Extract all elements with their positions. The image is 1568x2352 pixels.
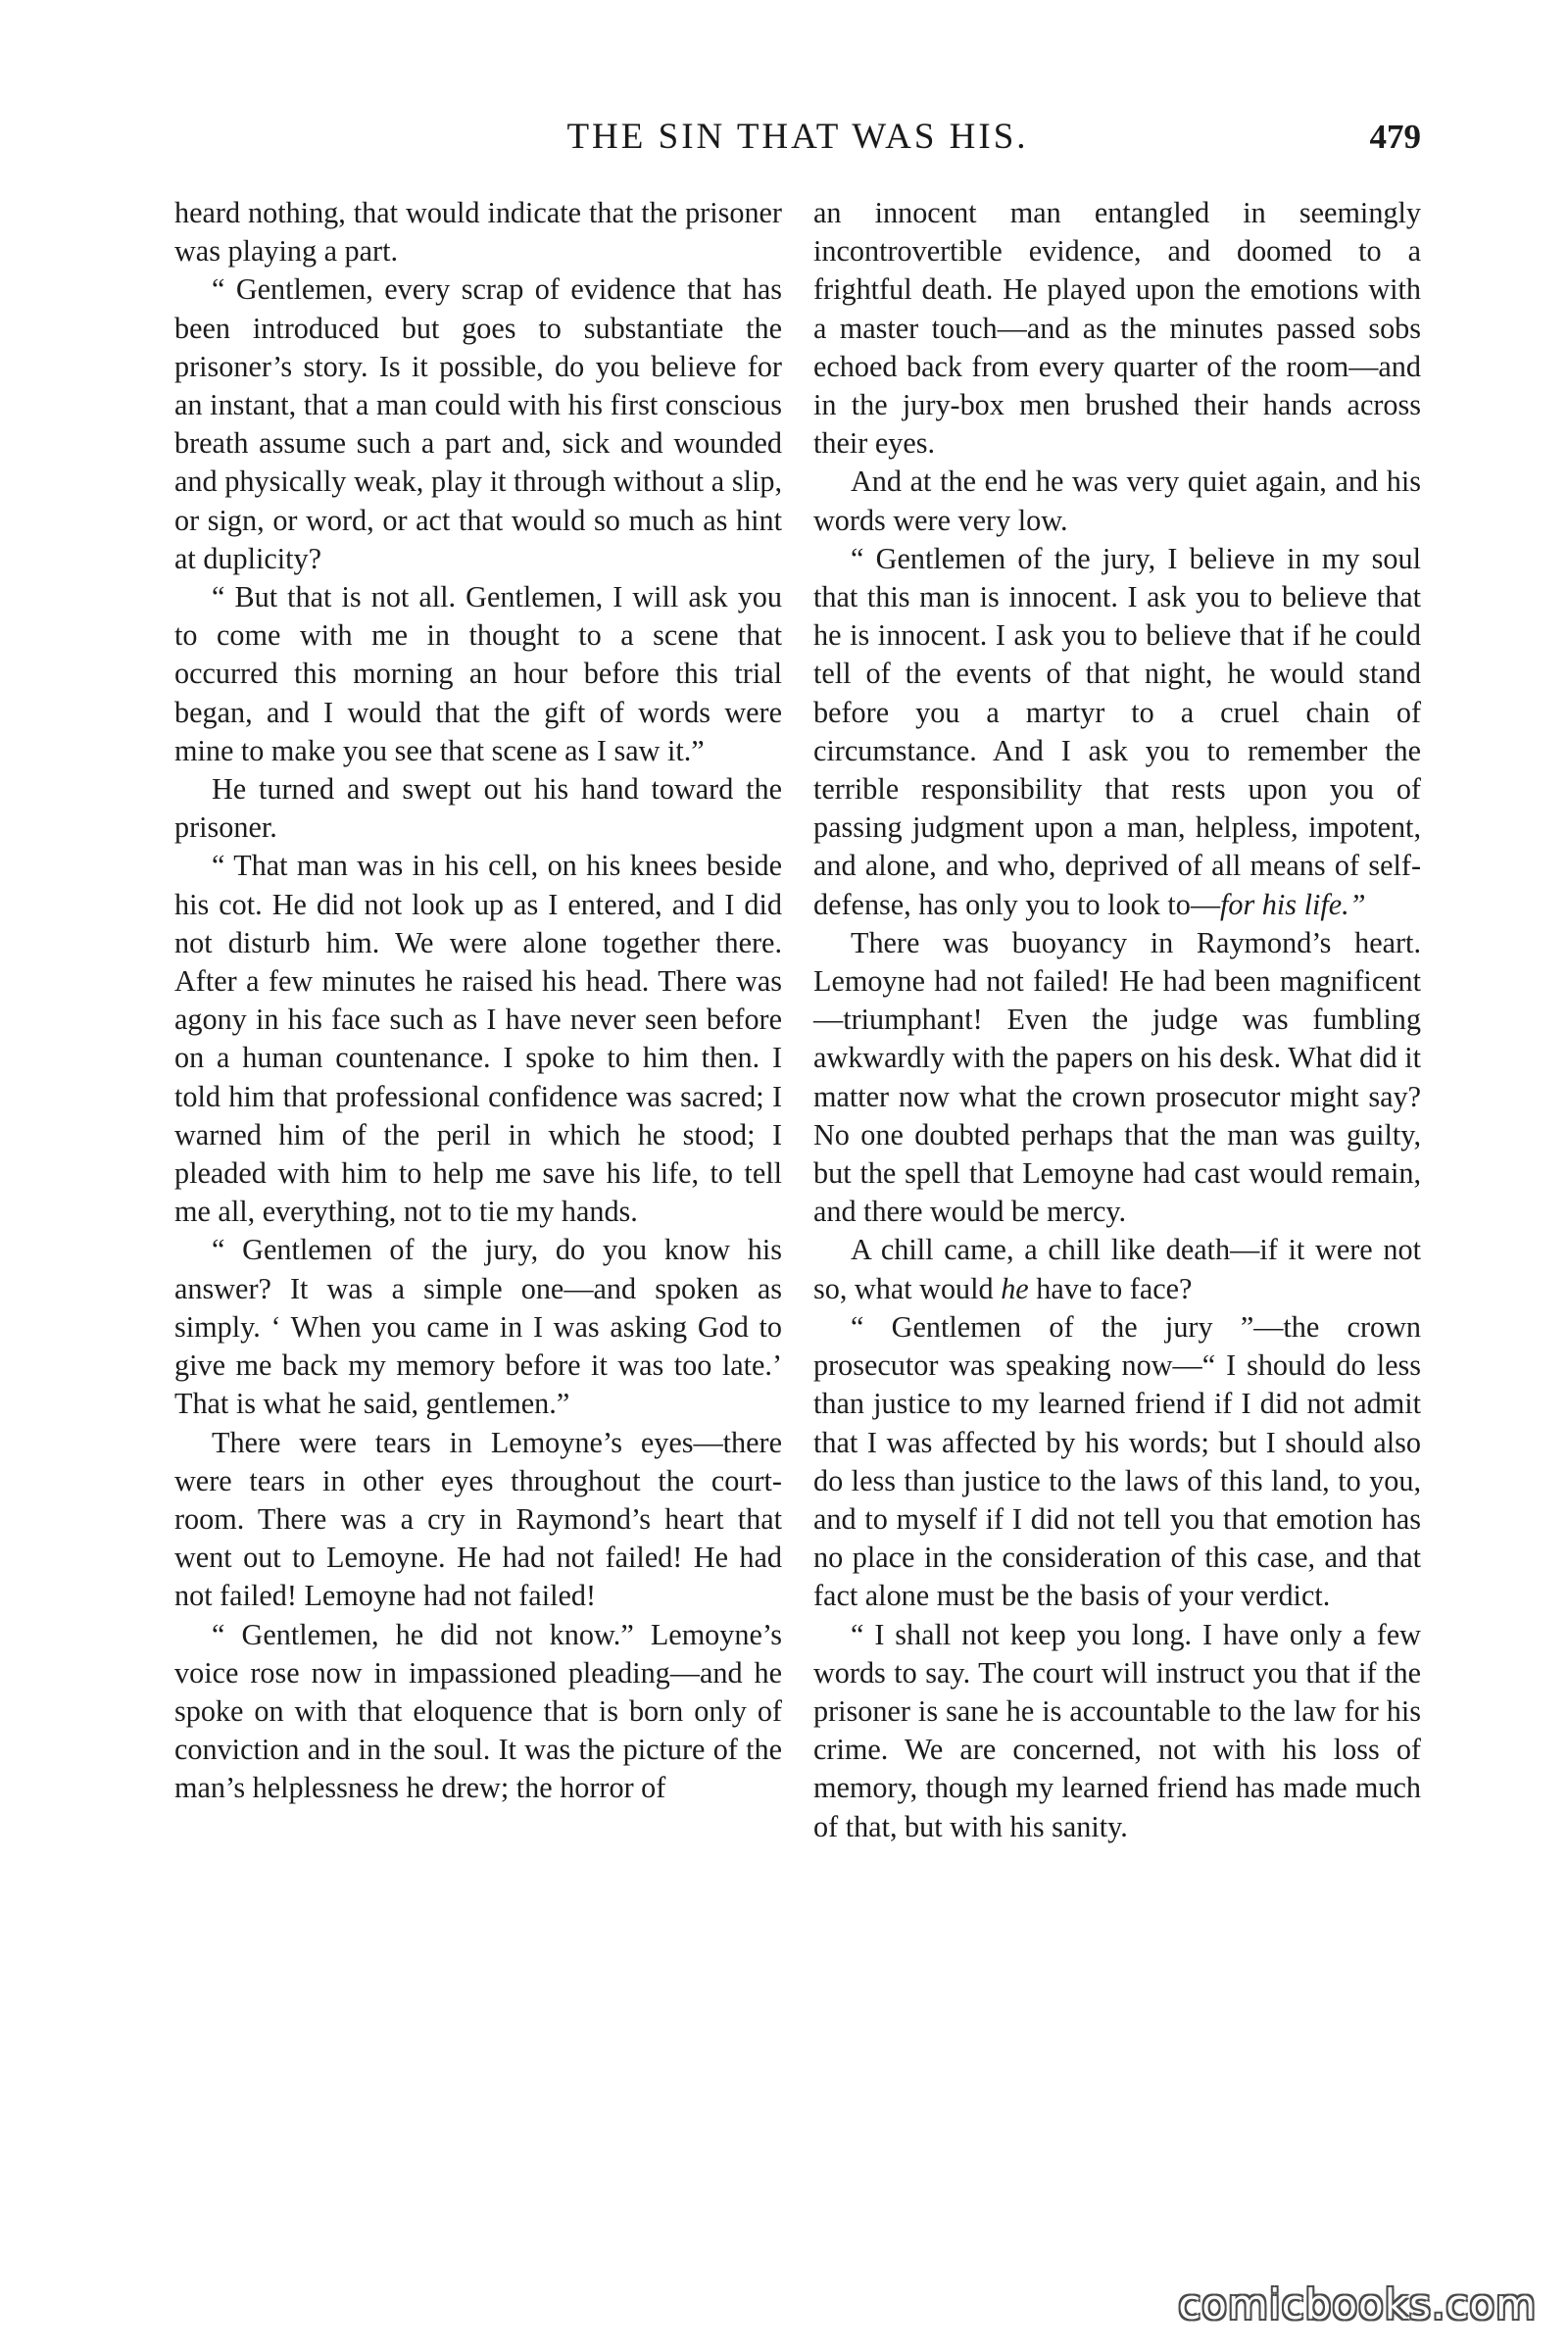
page-number: 479: [1369, 118, 1421, 156]
paragraph-text: “ Gentlemen of the jury, I believe in my soul that this man is innocent. I ask you to believe that he is innocent. I ask you to believe that if he could tell of the events of that night, he would stand before you a martyr to a cruel chain of circumstance. And I ask you to remember the terrible responsibility that rests upon you of passing judgment upon a man, helpless, impotent, and alone, and who, deprived of all means of self-defense, has only you to look to—: [813, 541, 1421, 921]
right-column: [813, 194, 1421, 1846]
paragraph: And at the end he was very quiet again, and his words were very low.: [813, 465, 1421, 537]
paragraph: an innocent man entangled in seemingly incontrovertible evidence, and doomed to a frightful death. He played upon the emotions with a master touch—and as the minutes passed sobs echoed back from every quarter of the room—and in the jury-box men brushed their hands across their eyes.: [813, 196, 1421, 461]
paragraph: “ Gentlemen, he did not know.” Lemoyne’s voice rose now in impassioned pleading—and he spoke on with that eloquence that is born only of conviction and in the soul. It was the picture of the man’s helplessness he drew; the horror of: [174, 1617, 782, 1805]
left-column: [174, 194, 782, 1808]
paragraph-text: A chill came, a chill like death—if it were not so, what would: [813, 1233, 1421, 1305]
watermark: comicbooks.com: [1178, 2280, 1537, 2328]
paragraph: There was buoyancy in Raymond’s heart. Lemoyne had not failed! He had been magnificent—triumphant! Even the judge was fumbling awkwardly with the papers on his desk. What did it matter now what the crown prosecutor might say? No one doubted perhaps that the man was guilty, but the spell that Lemoyne had cast would remain, and there would be mercy.: [813, 925, 1421, 1229]
paragraph: “ Gentlemen, every scrap of evidence that has been introduced but goes to substantiate the prisoner’s story. Is it possible, do you believe for an instant, that a man could with his first conscious breath assume such a part and, sick and wounded and physically weak, play it through without a slip, or sign, or word, or act that would so much as hint at duplicity?: [174, 272, 782, 575]
paragraph: “ Gentlemen of the jury ”—the crown prosecutor was speaking now—“ I should do less than justice to my learned friend if I did not admit that I was affected by his words; but I should also do less than justice to the laws of this land, to you, and to myself if I did not tell you that emotion has no place in the consideration of this case, and that fact alone must be the basis of your verdict.: [813, 1309, 1421, 1613]
italic-text: for his life.”: [1220, 887, 1366, 921]
running-title: THE SIN THAT WAS HIS.: [566, 117, 1029, 157]
paragraph: [813, 540, 1421, 924]
paragraph: “ That man was in his cell, on his knees beside his cot. He did not look up as I entered, and I did not disturb him. We were alone together there. After a few minutes he raised his head. There was agony in his face such as I have never seen before on a human countenance. I spoke to him then. I told him that professional confidence was sacred; I warned him of the peril in which he stood; I pleaded with him to help me save his life, to tell me all, everything, not to tie my hands.: [174, 849, 782, 1229]
paragraph: “ Gentlemen of the jury, do you know his answer? It was a simple one—and spoken as simply. ‘ When you came in I was asking God to give me back my memory before it was too late.’ That is what he said, gentlemen.”: [174, 1233, 782, 1421]
paragraph: heard nothing, that would indicate that the prisoner was playing a part.: [174, 196, 782, 269]
page-header: [174, 116, 1421, 174]
paragraph: He turned and swept out his hand toward the prisoner.: [174, 772, 782, 845]
paragraph: There were tears in Lemoyne’s eyes—there were tears in other eyes throughout the court-room. There was a cry in Raymond’s heart that went out to Lemoyne. He had not failed! He had not failed! Lemoyne had not failed!: [174, 1425, 782, 1613]
paragraph-text: have to face?: [1028, 1271, 1193, 1305]
paragraph: “ But that is not all. Gentlemen, I will ask you to come with me in thought to a scene that occurred this morning an hour before this trial began, and I would that the gift of words were mine to make you see that scene as I saw it.”: [174, 580, 782, 767]
italic-text: he: [1001, 1271, 1029, 1305]
paragraph: “ I shall not keep you long. I have only a few words to say. The court will instruct you that if the prisoner is sane he is accountable to the law for his crime. We are concerned, not with his loss of memory, though my learned friend has made much of that, but with his sanity.: [813, 1617, 1421, 1843]
paragraph: [813, 1231, 1421, 1307]
